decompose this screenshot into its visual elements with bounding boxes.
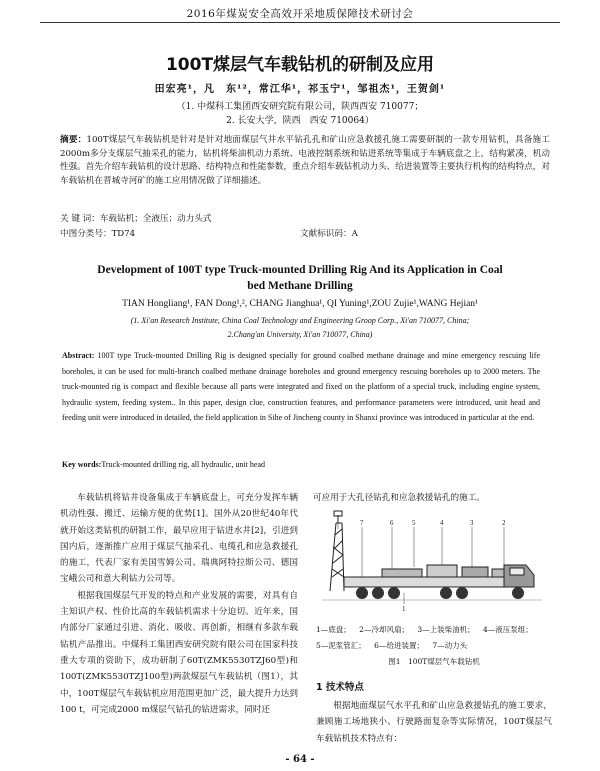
title-cn: 100T煤层气车载钻机的研制及应用	[165, 55, 435, 75]
callout-1: 1	[402, 605, 406, 613]
abstract-cn-text: 100T煤层气车载钻机是针对是针对地面煤层气井水平钻孔孔和矿山应急救援孔施工需要研制的一款专用钻机，具备施工2000m多分支煤层气抽采孔的能力，钻机将柴油机动力系统、电液控制系统和钻进系统等集成于车辆底盘之上，结构紧凑，机动性强。首先介绍车载钻机的设计思路、结构特点和性能参数，重点介绍车载钻机动力头、给进装置等主要执行机构的结构特点，对车载钻机在晋城寺河矿的施工应用情况做了详细描述。	[60, 135, 550, 186]
keywords-cn: 关 键 词：车载钻机；全液压；动力头式	[60, 214, 212, 224]
body-left-paragraph-1: 车载钻机将钻井设备集成于车辆底盘上，可充分发挥车辆机动性强、搬迁、运输方便的优势[1]。国外从20世纪40年代就开始这类钻机的研制工作，最早应用于钻进水井[2]，引进到国内后，逐渐推广应用于煤层气抽采孔、电缆孔和应急救援孔的施工，代表厂家有美国雪姆公司、瑞典阿特拉斯公司、德国宝峨公司和意大利钻力公司等。	[60, 493, 298, 585]
rig-mast	[330, 511, 344, 591]
body-left-paragraph-2: 根据我国煤层气开发的特点和产业发展的需要，对具有自主知识产权、性价比高的车载钻机需求十分迫切。近年来，国内部分厂家通过引进、消化、吸收、再创新，相继有多款车载钻机产品推出。中煤科工集团西安研究院有限公司在国家科技重大专项的资助下，成功研制了60T(ZMK5530TZJ60型)和100T(ZMK5530TZJ100型)两款煤层气车载钻机（图1），其中，100T煤层气车载钻机应用范围更加广泛，最大提升力达到100 t，可完成2000 m煤层气钻孔的钻进需求，同时还	[60, 590, 298, 715]
figure-caption: 图1 100T煤层气车载钻机	[388, 657, 480, 666]
page-number: - 64 -	[285, 754, 315, 765]
body-left-column	[60, 490, 298, 718]
abstract-cn	[60, 134, 550, 188]
legend-item-1: 1—底盘；	[316, 625, 351, 634]
abstract-en-text: 100T type Truck-mounted Drilling Rig is designed specially for ground coalbed methane drainage and mine emergency rescuing life boreholes, it can be used for multi-branch coalbed methane drainage boreholes and ground emergency rescuing boreholes up to 2000 meters. The truck-mounted rig is compact and flexible because all parts were integrated and fixed on the platform of a special truck, including engine system, hydraulic system, feeding system.. In this paper, design clue, construction features, and performance parameters were introduced, unit head and feeding unit were introduced in detailed, the field application in Sihe of Jincheng county in Shanxi province was introduced in particular at the end.	[62, 351, 540, 422]
affiliation-en-2: 2.Chang'an University, Xi'an 710077, China)	[227, 330, 373, 339]
body-right-paragraph-2: 根据地面煤层气水平孔和矿山应急救援钻孔的施工要求，兼顾施工场地狭小、行驶路面复杂等实际情况，100T煤层气车载钻机技术特点有：	[316, 701, 552, 744]
title-en-line2: bed Methane Drilling	[247, 280, 353, 292]
header-rule	[40, 22, 560, 23]
section-heading-1: 1 技术特点	[316, 682, 364, 693]
keywords-en-label: Key words:	[62, 460, 102, 469]
title-en-line1: Development of 100T type Truck-mounted Drilling Rig And its Application in Coal	[97, 264, 503, 276]
figure-truck-rig	[322, 507, 542, 615]
truck-rig-illustration	[322, 507, 542, 615]
callout-7: 7	[360, 519, 364, 527]
affiliation-en-1: (1. Xi'an Research Institute, China Coal Technology and Engineering Groop Corp., Xi'an 710077, China;	[130, 316, 470, 325]
truck-wheels	[356, 587, 524, 599]
title-en	[80, 262, 520, 294]
callout-4: 4	[440, 519, 444, 527]
legend-item-7: 7—动力头	[432, 641, 468, 650]
authors-en: TIAN Hongliang¹, FAN Dong¹,², CHANG Jianghua¹, QI Yuning¹,ZOU Zujie¹,WANG Hejian¹	[122, 299, 478, 309]
legend-item-4: 4—液压泵组；	[483, 625, 533, 634]
callout-numbers	[360, 519, 506, 527]
authors-cn: 田宏亮¹，凡 东¹²，常江华¹，祁玉宁¹，邹祖杰¹，王贺剑¹	[154, 84, 446, 95]
document-code: 文献标识码：A	[300, 229, 358, 239]
keywords-en	[62, 460, 265, 469]
affiliation-cn-1: （1. 中煤科工集团西安研究院有限公司，陕西西安 710077；	[176, 102, 424, 112]
figure-legend	[316, 622, 552, 654]
callout-5: 5	[412, 519, 416, 527]
running-header: 2016年煤炭安全高效开采地质保障技术研讨会	[186, 8, 414, 20]
callout-6: 6	[390, 519, 394, 527]
legend-item-2: 2—冷却风扇；	[359, 625, 409, 634]
keywords-en-text: Truck-mounted drilling rig, all hydraulic, unit head	[101, 460, 266, 469]
truck-body	[344, 565, 534, 587]
legend-item-5: 5—泥浆管汇；	[316, 641, 366, 650]
abstract-en-label: Abstract:	[62, 351, 95, 360]
abstract-en	[62, 348, 540, 426]
affiliation-cn-2: 2. 长安大学，陕西 西安 710064）	[226, 116, 374, 126]
legend-item-6: 6—给进装置；	[374, 641, 424, 650]
callout-3: 3	[470, 519, 474, 527]
abstract-cn-label: 摘要：	[60, 135, 87, 145]
body-right-paragraph-1: 可应用于大孔径钻孔和应急救援钻孔的施工。	[313, 493, 485, 503]
legend-item-3: 3—上装柴油机；	[417, 625, 475, 634]
clc-number: 中图分类号：TD74	[60, 229, 136, 239]
callout-2: 2	[502, 519, 506, 527]
